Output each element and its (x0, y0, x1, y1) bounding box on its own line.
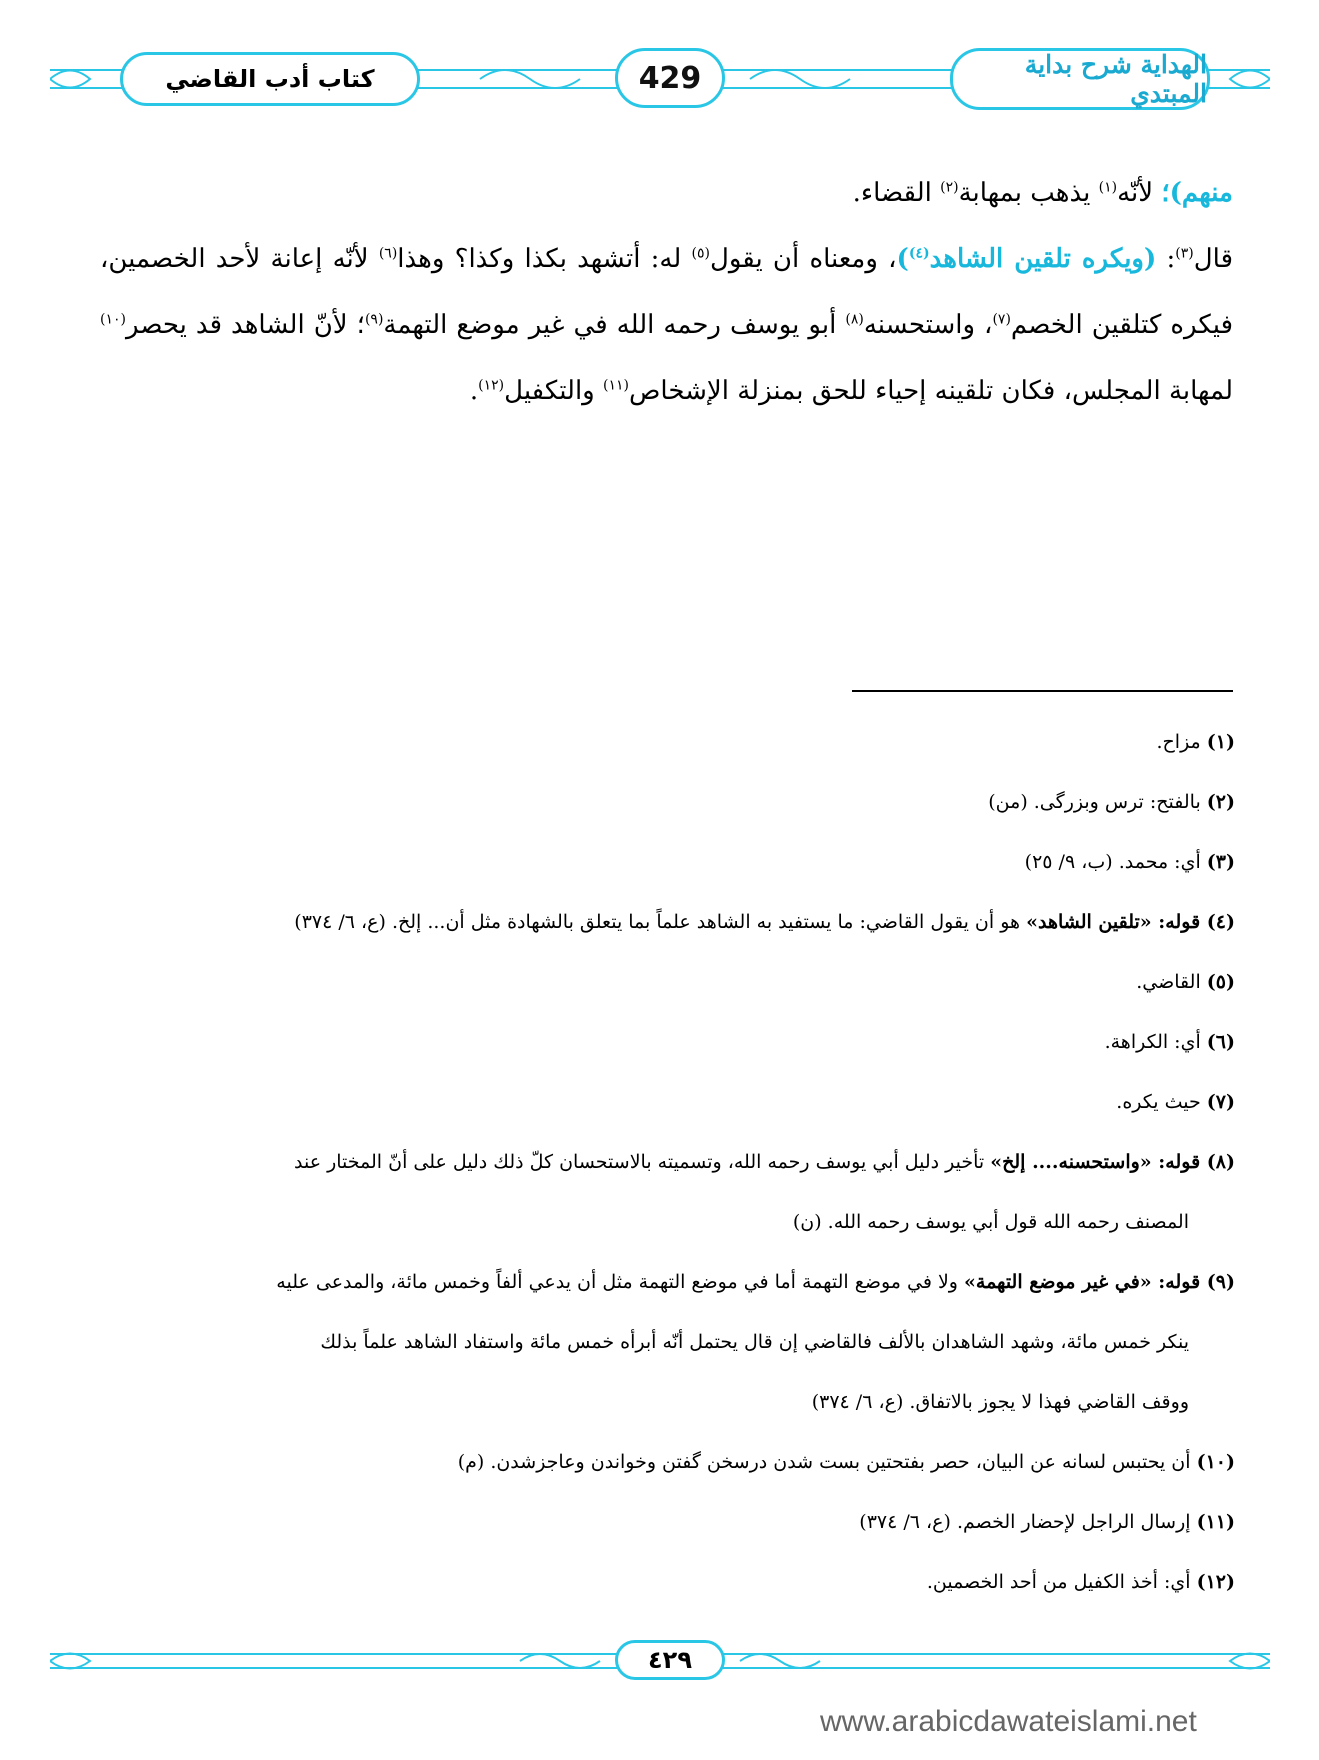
footnote-ref: (٥) (691, 245, 710, 262)
text-run: لأنّه (1117, 178, 1162, 208)
text-run: والتكفيل (504, 376, 603, 406)
footnote-ref: (٦) (378, 245, 398, 262)
text-run: قال (1193, 244, 1233, 274)
footnote-7 (95, 1072, 1235, 1132)
footnotes (95, 712, 1235, 1612)
main-text (100, 160, 1233, 424)
footnote-text: أن يحتبس لسانه عن البيان، حصر بفتحتين بست شدن درسخن گفتن وخواندن وعاجزشدن. (م) (457, 1451, 1197, 1473)
footnote-lead: قوله: (1151, 1271, 1207, 1293)
main-line-1 (100, 160, 1233, 226)
footnote-text: أي: الكراهة. (1104, 1031, 1207, 1053)
page-header (50, 40, 1270, 120)
text-run: أبو يوسف رحمه الله في غير موضع التهمة (383, 310, 846, 340)
footnote-text: إرسال الراجل لإحضار الخصم. (ع، ٦/ ٣٧٤) (859, 1511, 1197, 1533)
section-title: كتاب أدب القاضي (120, 52, 420, 106)
footnote-12 (95, 1552, 1235, 1612)
footnote-text: بالفتح: ترس وبزرگی. (من) (988, 791, 1207, 813)
footnote-text: مزاح. (1156, 731, 1207, 753)
footnote-11 (95, 1492, 1235, 1552)
footnote-number: (٩) (1206, 1271, 1235, 1293)
footnote-number: (٨) (1206, 1151, 1235, 1173)
text-run: لأنّه إعانة لأحد الخصمين، فيكره كتلقين الخصم (100, 244, 1233, 340)
footnote-lead: قوله: (1151, 1151, 1207, 1173)
footnote-number: (٥) (1206, 971, 1235, 993)
footnote-ref: (٩) (364, 311, 384, 328)
footnote-ref: (٨) (845, 311, 864, 328)
footnote-text: ولا في موضع التهمة أما في موضع التهمة مثل أن يدعي ألفاً وخمس مائة، والمدعى عليه (276, 1271, 965, 1293)
footnote-number: (١٢) (1196, 1571, 1235, 1593)
text-run: . (469, 376, 479, 406)
footnote-text: هو أن يقول القاضي: ما يستفيد به الشاهد علماً بما يتعلق بالشهادة مثل أن... إلخ. (ع، ٦/ ٣٧٤) (294, 911, 1027, 933)
footnote-9 (95, 1252, 1235, 1312)
matn-fragment: (ويكره تلقين الشاهد (929, 244, 1157, 274)
footnote-10 (95, 1432, 1235, 1492)
footnote-number: (١١) (1196, 1511, 1235, 1533)
footnote-number: (٤) (1206, 911, 1235, 933)
text-run: له: أتشهد بكذا وكذا؟ وهذا (397, 244, 692, 274)
footnote-8 (95, 1132, 1235, 1192)
book-title-logo: الهداية شرح بداية المبتدي (950, 48, 1210, 110)
text-run: : (1156, 244, 1176, 274)
footnote-number: (٣) (1206, 851, 1235, 873)
text-run: القضاء. (852, 178, 941, 208)
footnote-ref: (٣) (1175, 245, 1194, 262)
footnote-8-continuation: المصنف رحمه الله قول أبي يوسف رحمه الله. (ن) (792, 1211, 1189, 1233)
footnote-ref: (١١) (603, 377, 629, 394)
text-run: ، ومعناه أن يقول (709, 244, 897, 274)
footnote-quote: «تلقين الشاهد» (1026, 911, 1152, 933)
footnote-quote: «في غير موضع التهمة» (964, 1271, 1152, 1293)
footnote-1 (95, 712, 1235, 772)
footnote-text: أي: محمد. (ب، ٩/ ٢٥) (1024, 851, 1207, 873)
page-number-footer: ٤٢٩ (615, 1640, 725, 1680)
text-run: يذهب بمهابة (958, 178, 1099, 208)
footnote-4 (95, 892, 1235, 952)
text-run: ؛ لأنّ الشاهد قد يحصر (125, 310, 365, 340)
footnote-6 (95, 1012, 1235, 1072)
footnote-number: (١٠) (1196, 1451, 1235, 1473)
footnote-text: حيث يكره. (1116, 1091, 1207, 1113)
footnote-ref: (٢) (940, 179, 959, 196)
footnote-quote: «واستحسنه.... إلخ» (990, 1151, 1152, 1173)
footnote-ref: (١) (1098, 179, 1118, 196)
footnote-text: القاضي. (1136, 971, 1207, 993)
footnote-separator (852, 690, 1233, 692)
footnote-ref: (٧) (992, 311, 1011, 328)
matn-fragment-end: ) (896, 244, 909, 274)
website-watermark: www.arabicdawateislami.net (820, 1705, 1197, 1738)
footnote-text: تأخير دليل أبي يوسف رحمه الله، وتسميته بالاستحسان كلّ ذلك دليل على أنّ المختار عند (293, 1151, 991, 1173)
footnote-ref: (١٠) (100, 311, 126, 328)
footnote-9-continuation-2: ووقف القاضي فهذا لا يجوز بالاتفاق. (ع، ٦/ ٣٧٤) (811, 1391, 1189, 1413)
footnote-2 (95, 772, 1235, 832)
text-run: ، واستحسنه (863, 310, 993, 340)
main-paragraph-2 (100, 226, 1233, 424)
page-footer (50, 1636, 1270, 1686)
footnote-9-continuation-1: ينكر خمس مائة، وشهد الشاهدان بالألف فالقاضي إن قال يحتمل أنّه أبرأه خمس مائة واستفاد الشاهد علماً بذلك (320, 1331, 1189, 1353)
footnote-3 (95, 832, 1235, 892)
footnote-5 (95, 952, 1235, 1012)
matn-fragment: منهم)؛ (1161, 178, 1233, 208)
footnote-lead: قوله: (1151, 911, 1207, 933)
footnote-ref: (٤) (908, 245, 930, 262)
footnote-number: (١) (1206, 731, 1235, 753)
footnote-number: (٦) (1206, 1031, 1235, 1053)
page-number-header: 429 (615, 48, 725, 108)
footnote-ref: (١٢) (478, 377, 505, 394)
text-run: لمهابة المجلس، فكان تلقينه إحياء للحق بمنزلة الإشخاص (628, 376, 1233, 406)
footnote-text: أي: أخذ الكفيل من أحد الخصمين. (926, 1571, 1197, 1593)
footnote-number: (٧) (1206, 1091, 1235, 1113)
footnote-number: (٢) (1206, 791, 1235, 813)
